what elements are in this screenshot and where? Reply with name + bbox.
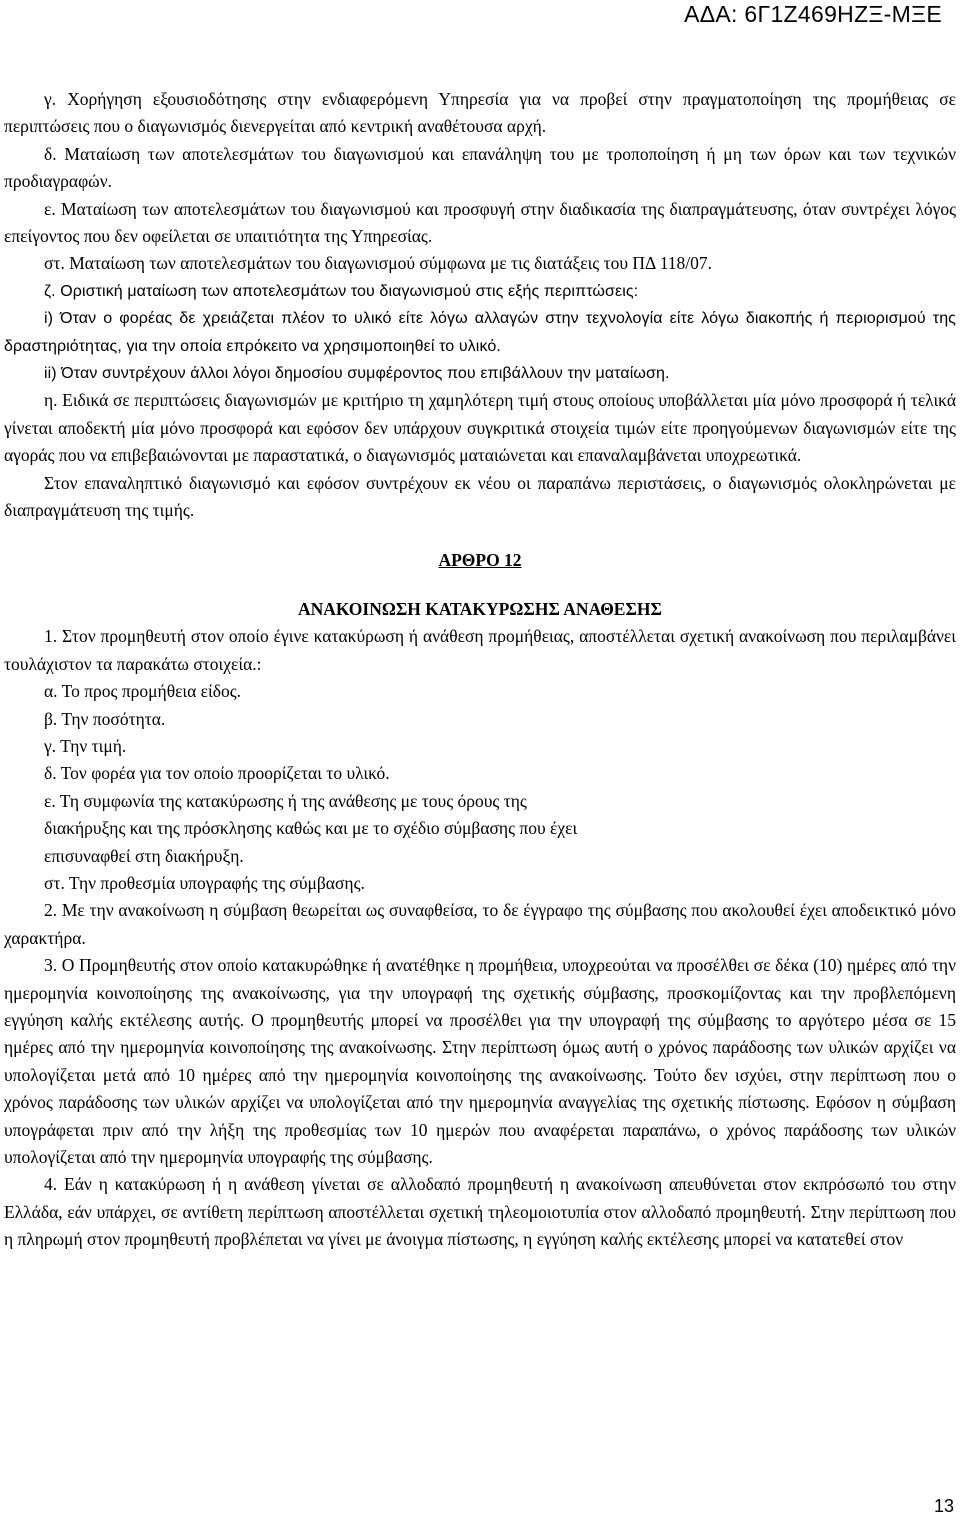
paragraph-e: ε. Ματαίωση των αποτελεσμάτων του διαγωνισμού και προσφυγή στην διαδικασία της διαπραγμάτευσης, όταν συντρέχει λόγος επείγοντος που δεν οφείλεται σε υπαιτιότητα της Υπηρεσίας. [4, 198, 956, 247]
article-paragraph-3: 3. Ο Προμηθευτής στον οποίο κατακυρώθηκε ή ανατέθηκε η προμήθεια, υποχρεούται να προσέλθει σε δέκα (10) ημέρες από την ημερομηνία κοινοποίησης της ανακοίνωσης, για την υπογραφή της σχετικής σύμβασης, προσκομίζοντας και την προβλεπόμενη εγγύηση καλής εκτέλεσης αυτής. Ο προμηθευτής μπορεί να προσέλθει για την υπογραφή της σύμβασης το αργότερο μέσα σε 15 ημέρες από την ημερομηνία κοινοποίησης της ανακοίνωσης. Στην περίπτωση όμως αυτή ο χρόνος παράδοσης των υλικών αρχίζει να υπολογίζεται μετά από 10 ημέρες από την ημερομηνία κοινοποίησης της ανακοίνωσης. Τούτο δεν ισχύει, στην περίπτωση που ο χρόνος παράδοσης των υλικών αρχίζει να υπολογίζεται από την ημερομηνία αναγγελίας της σχετικής πίστωσης. Εφόσον η σύμβαση υπογράφεται πριν από την λήξη της προθεσμίας των 10 ημερών που αναφέρεται παραπάνω, ο χρόνος παράδοσης των υλικών υπολογίζεται από την ημερομηνία υπογραφής της σύμβασης. [4, 955, 956, 1168]
list-item-st: στ. Την προθεσμία υπογραφής της σύμβασης. [44, 872, 365, 893]
page-number: 13 [933, 1496, 954, 1516]
article-paragraph-4: 4. Εάν η κατακύρωση ή η ανάθεση γίνεται σε αλλοδαπό προμηθευτή η ανακοίνωση απευθύνεται στον εκπρόσωπό του στην Ελλάδα, εάν υπάρχει, σε αντίθετη περίπτωση αποστέλλεται σχετική τηλεομοιοτυπία στον αλλοδαπό προμηθευτή. Στην περίπτωση που η πληρωμή στον προμηθευτή προβλέπεται να γίνει με άνοιγμα πίστωσης, η εγγύηση καλής εκτέλεσης μπορεί να κατατεθεί στον [4, 1174, 956, 1250]
list-item-d: δ. Τον φορέα για τον οποίο προορίζεται το υλικό. [44, 763, 390, 784]
article-title: ΑΝΑΚΟΙΝΩΣΗ ΚΑΤΑΚΥΡΩΣΗΣ ΑΝΑΘΕΣΗΣ [298, 598, 662, 619]
list-item-c: γ. Την τιμή. [44, 735, 127, 756]
article-paragraph-1: 1. Στον προμηθευτή στον οποίο έγινε κατακύρωση ή ανάθεση προμήθειας, αποστέλλεται σχετική ανακοίνωση που περιλαμβάνει τουλάχιστον τα παρακάτω στοιχεία.: [4, 626, 956, 674]
list-item-b: β. Την ποσότητα. [44, 708, 166, 729]
ada-identifier: ΑΔΑ: 6Γ1Ζ469ΗΖΞ-ΜΞΕ [684, 1, 942, 27]
article-paragraph-2: 2. Με την ανακοίνωση η σύμβαση θεωρείται ως συναφθείσα, το δε έγγραφο της σύμβασης που ακολουθεί έχει αποδεικτικό μόνο χαρακτήρα. [4, 900, 956, 948]
paragraph-g: γ. Χορήγηση εξουσιοδότησης στην ενδιαφερόμενη Υπηρεσία για να προβεί στην πραγματοποίηση της προμήθειας σε περιπτώσεις που ο διαγωνισμός διενεργείται από κεντρική αναθέτουσα αρχή. [4, 89, 956, 137]
paragraph-z-ii: ii) Όταν συντρέχουν άλλοι λόγοι δημοσίου συμφέροντος που επιβάλλουν την ματαίωση. [44, 365, 670, 383]
document-body [4, 86, 956, 1254]
paragraph-repeat: Στον επαναληπτικό διαγωνισμό και εφόσον συντρέχουν εκ νέου οι παραπάνω περιστάσεις, ο διαγωνισμός ολοκληρώνεται με διαπραγμάτευση της τιμής. [4, 472, 956, 521]
paragraph-z: ζ. Οριστική ματαίωση των αποτελεσμάτων του διαγωνισμού στις εξής περιπτώσεις: [44, 282, 639, 300]
article-number: ΑΡΘΡΟ 12 [438, 549, 522, 570]
paragraph-z-i: i) Όταν ο φορέας δε χρειάζεται πλέον το υλικό είτε λόγω αλλαγών στην τεχνολογία είτε λόγω διακοπής ή περιορισμού της δραστηριότητας, για την οποία επρόκειτο να χρησιμοποιηθεί το υλικό. [4, 310, 956, 355]
list-item-a: α. Το προς προμήθεια είδος. [44, 681, 242, 702]
list-item-e: ε. Τη συμφωνία της κατακύρωσης ή της ανάθεσης με τους όρους της διακήρυξης και της πρόσκλησης καθώς και με το σχέδιο σύμβασης που έχει επισυναφθεί στη διακήρυξη. [44, 790, 578, 866]
paragraph-st: στ. Ματαίωση των αποτελεσμάτων του διαγωνισμού σύμφωνα με τις διατάξεις του ΠΔ 118/07. [44, 253, 713, 274]
paragraph-d: δ. Ματαίωση των αποτελεσμάτων του διαγωνισμού και επανάληψη του με τροποποίηση ή μη των όρων και των τεχνικών προδιαγραφών. [4, 143, 956, 192]
paragraph-h: η. Ειδικά σε περιπτώσεις διαγωνισμών με κριτήριο τη χαμηλότερη τιμή στους οποίους υποβάλλεται μία μόνο προσφορά ή τελικά γίνεται αποδεκτή μία μόνο προσφορά και εφόσον δεν υπάρχουν συγκριτικά στοιχεία τιμών είτε προηγούμενων διαγωνισμών είτε της αγοράς που να επιβεβαιώνονται με παραστατικά, ο διαγωνισμός ματαιώνεται και επαναλαμβάνεται υποχρεωτικά. [4, 390, 956, 466]
